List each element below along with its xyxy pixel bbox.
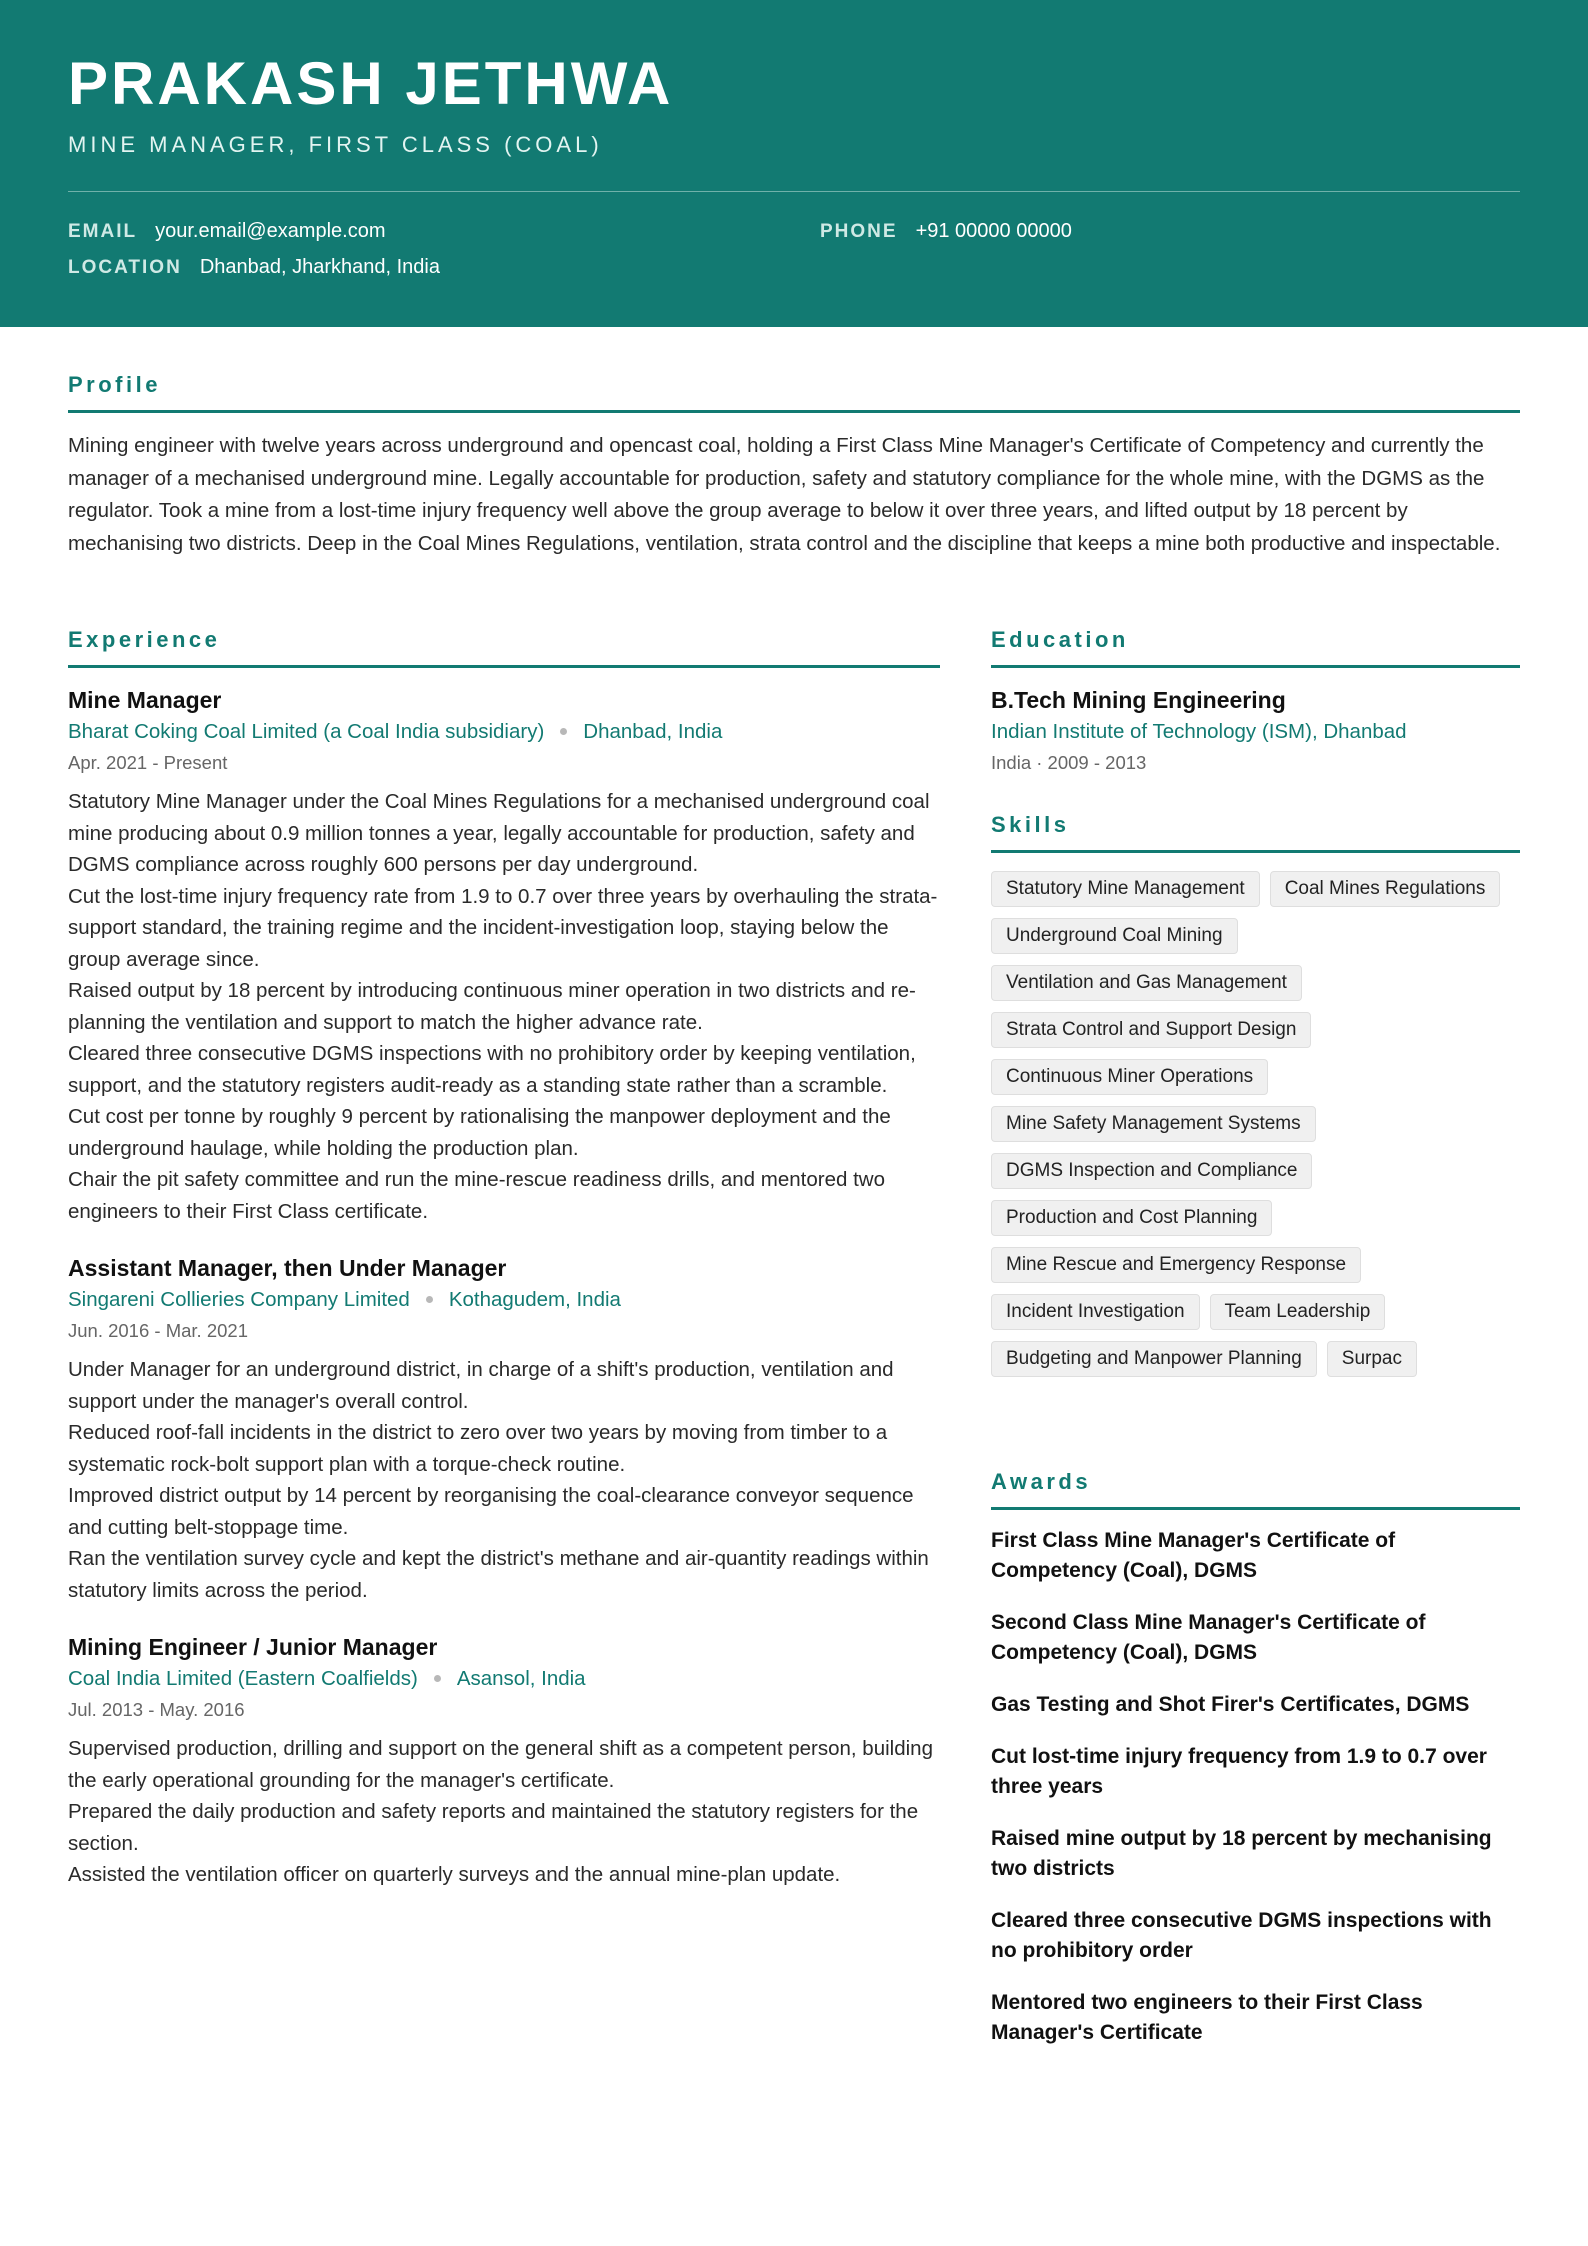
award-item: Second Class Mine Manager's Certificate of Competency (Coal), DGMS bbox=[991, 1611, 1426, 1664]
job-line: Supervised production, drilling and support on the general shift as a competent person, building the early operational grounding for the manager's certificate. bbox=[68, 1737, 933, 1792]
job-entry bbox=[68, 1252, 940, 1606]
job-line: Under Manager for an underground district, in charge of a shift's production, ventilation and support under the manager's overall control. bbox=[68, 1358, 894, 1413]
skill-chip: Incident Investigation bbox=[991, 1294, 1200, 1330]
school: Indian Institute of Technology (ISM), Dhanbad bbox=[991, 720, 1407, 743]
skills-rule bbox=[991, 850, 1520, 853]
location-value: Dhanbad, Jharkhand, India bbox=[199, 256, 440, 278]
skill-chip: Coal Mines Regulations bbox=[1270, 871, 1501, 907]
awards-list bbox=[991, 1526, 1521, 2070]
job-title: Mine Manager bbox=[68, 687, 222, 713]
award-item: First Class Mine Manager's Certificate of Competency (Coal), DGMS bbox=[991, 1529, 1396, 1582]
awards-heading: Awards bbox=[991, 1469, 1092, 1494]
skill-chip: Production and Cost Planning bbox=[991, 1200, 1272, 1236]
separator-dot bbox=[434, 1675, 441, 1682]
job-organization bbox=[68, 1284, 940, 1316]
experience-list bbox=[68, 684, 940, 1916]
separator-dot bbox=[560, 728, 567, 735]
job-line: Raised output by 18 percent by introducing continuous miner operation in two districts and re-planning the ventilation and support to match the higher advance rate. bbox=[68, 979, 916, 1034]
job-dates: Jun. 2016 - Mar. 2021 bbox=[68, 1320, 248, 1341]
skill-chip: Budgeting and Manpower Planning bbox=[991, 1341, 1317, 1377]
skill-chip: Strata Control and Support Design bbox=[991, 1012, 1311, 1048]
email-value[interactable]: your.email@example.com bbox=[155, 220, 386, 242]
resume-header bbox=[0, 0, 1588, 327]
profile-rule bbox=[68, 410, 1520, 413]
job-line: Cut the lost-time injury frequency rate from 1.9 to 0.7 over three years by overhauling the strata-support standard, the training regime and the incident-investigation loop, staying below the group average since. bbox=[68, 884, 938, 971]
location-label: LOCATION bbox=[68, 257, 182, 278]
skill-chip: DGMS Inspection and Compliance bbox=[991, 1153, 1312, 1189]
job-description bbox=[68, 1354, 940, 1606]
job-company: Singareni Collieries Company Limited bbox=[68, 1288, 410, 1311]
education-heading: Education bbox=[991, 627, 1129, 652]
job-location: Asansol, India bbox=[456, 1667, 586, 1690]
email-label: EMAIL bbox=[68, 221, 138, 242]
job-location: Kothagudem, India bbox=[448, 1288, 621, 1311]
job-line: Statutory Mine Manager under the Coal Mines Regulations for a mechanised underground coal mine producing about 0.9 million tonnes a year, legally accountable for production, safety and DGMS compliance across roughly 600 persons per day underground. bbox=[68, 790, 930, 876]
skill-chip: Continuous Miner Operations bbox=[991, 1059, 1268, 1095]
job-description bbox=[68, 786, 940, 1227]
awards-rule bbox=[991, 1507, 1520, 1510]
skill-chip: Team Leadership bbox=[1210, 1294, 1386, 1330]
skill-chip: Surpac bbox=[1327, 1341, 1417, 1377]
job-line: Cleared three consecutive DGMS inspections with no prohibitory order by keeping ventilation, support, and the statutory registers audit-ready as a standing state rather than a scramble. bbox=[68, 1042, 916, 1097]
award-item: Cut lost-time injury frequency from 1.9 to 0.7 over three years bbox=[991, 1745, 1487, 1798]
degree: B.Tech Mining Engineering bbox=[991, 687, 1286, 713]
skill-chip: Ventilation and Gas Management bbox=[991, 965, 1302, 1001]
job-dates: Jul. 2013 - May. 2016 bbox=[68, 1699, 245, 1720]
experience-heading: Experience bbox=[68, 627, 221, 652]
skills-list bbox=[991, 871, 1531, 1377]
job-organization bbox=[68, 716, 940, 748]
award-item: Gas Testing and Shot Firer's Certificates, DGMS bbox=[991, 1693, 1470, 1716]
job-line: Assisted the ventilation officer on quarterly surveys and the annual mine-plan update. bbox=[68, 1863, 841, 1886]
job-line: Chair the pit safety committee and run the mine-rescue readiness drills, and mentored two engineers to their First Class certificate. bbox=[68, 1168, 885, 1223]
job-line: Cut cost per tonne by roughly 9 percent by rationalising the manpower deployment and the underground haulage, while holding the production plan. bbox=[68, 1105, 891, 1160]
job-line: Improved district output by 14 percent by reorganising the coal-clearance conveyor sequence and cutting belt-stoppage time. bbox=[68, 1484, 914, 1539]
header-divider bbox=[68, 191, 1520, 192]
job-location: Dhanbad, India bbox=[583, 720, 723, 743]
profile-summary: Mining engineer with twelve years across underground and opencast coal, holding a First Class Mine Manager's Certificate of Competency and currently the manager of a mechanised underground mine. Legally accountable for production, safety and statutory compliance for the whole mine, with the DGMS as the regulator. Took a mine from a lost-time injury frequency well above the group average to below it over three years, and lifted output by 18 percent by mechanising two districts. Deep in the Coal Mines Regulations, ventilation, strata control and the discipline that keeps a mine both productive and inspectable. bbox=[68, 434, 1501, 555]
job-company: Coal India Limited (Eastern Coalfields) bbox=[68, 1667, 418, 1690]
candidate-name: PRAKASH JETHWA bbox=[68, 50, 674, 117]
job-title: Assistant Manager, then Under Manager bbox=[68, 1255, 507, 1281]
skill-chip: Statutory Mine Management bbox=[991, 871, 1260, 907]
job-entry bbox=[68, 1631, 940, 1891]
phone-label: PHONE bbox=[820, 221, 898, 242]
education-rule bbox=[991, 665, 1520, 668]
job-line: Prepared the daily production and safety reports and maintained the statutory registers for the section. bbox=[68, 1800, 919, 1855]
award-item: Cleared three consecutive DGMS inspections with no prohibitory order bbox=[991, 1909, 1492, 1962]
award-item: Mentored two engineers to their First Class Manager's Certificate bbox=[991, 1991, 1423, 2044]
separator-dot bbox=[426, 1296, 433, 1303]
job-entry bbox=[68, 684, 940, 1227]
award-item: Raised mine output by 18 percent by mechanising two districts bbox=[991, 1827, 1492, 1880]
job-dates: Apr. 2021 - Present bbox=[68, 752, 228, 773]
phone-value[interactable]: +91 00000 00000 bbox=[915, 220, 1072, 242]
skills-heading: Skills bbox=[991, 812, 1070, 837]
skill-chip: Mine Rescue and Emergency Response bbox=[991, 1247, 1361, 1283]
job-line: Ran the ventilation survey cycle and kept the district's methane and air-quantity readings within statutory limits across the period. bbox=[68, 1547, 929, 1602]
education-entry bbox=[991, 684, 1521, 778]
skill-chip: Underground Coal Mining bbox=[991, 918, 1238, 954]
experience-rule bbox=[68, 665, 940, 668]
skill-chip: Mine Safety Management Systems bbox=[991, 1106, 1316, 1142]
contact-email bbox=[68, 217, 386, 246]
job-organization bbox=[68, 1663, 940, 1695]
job-title: Mining Engineer / Junior Manager bbox=[68, 1634, 438, 1660]
job-company: Bharat Coking Coal Limited (a Coal India subsidiary) bbox=[68, 720, 545, 743]
job-description bbox=[68, 1733, 940, 1891]
profile-heading: Profile bbox=[68, 372, 161, 397]
contact-phone bbox=[820, 217, 1072, 246]
education-meta: India · 2009 - 2013 bbox=[991, 752, 1147, 773]
contact-location bbox=[68, 253, 440, 282]
job-line: Reduced roof-fall incidents in the district to zero over two years by moving from timber to a systematic rock-bolt support plan with a torque-check routine. bbox=[68, 1421, 888, 1476]
candidate-title: MINE MANAGER, FIRST CLASS (COAL) bbox=[68, 132, 603, 157]
